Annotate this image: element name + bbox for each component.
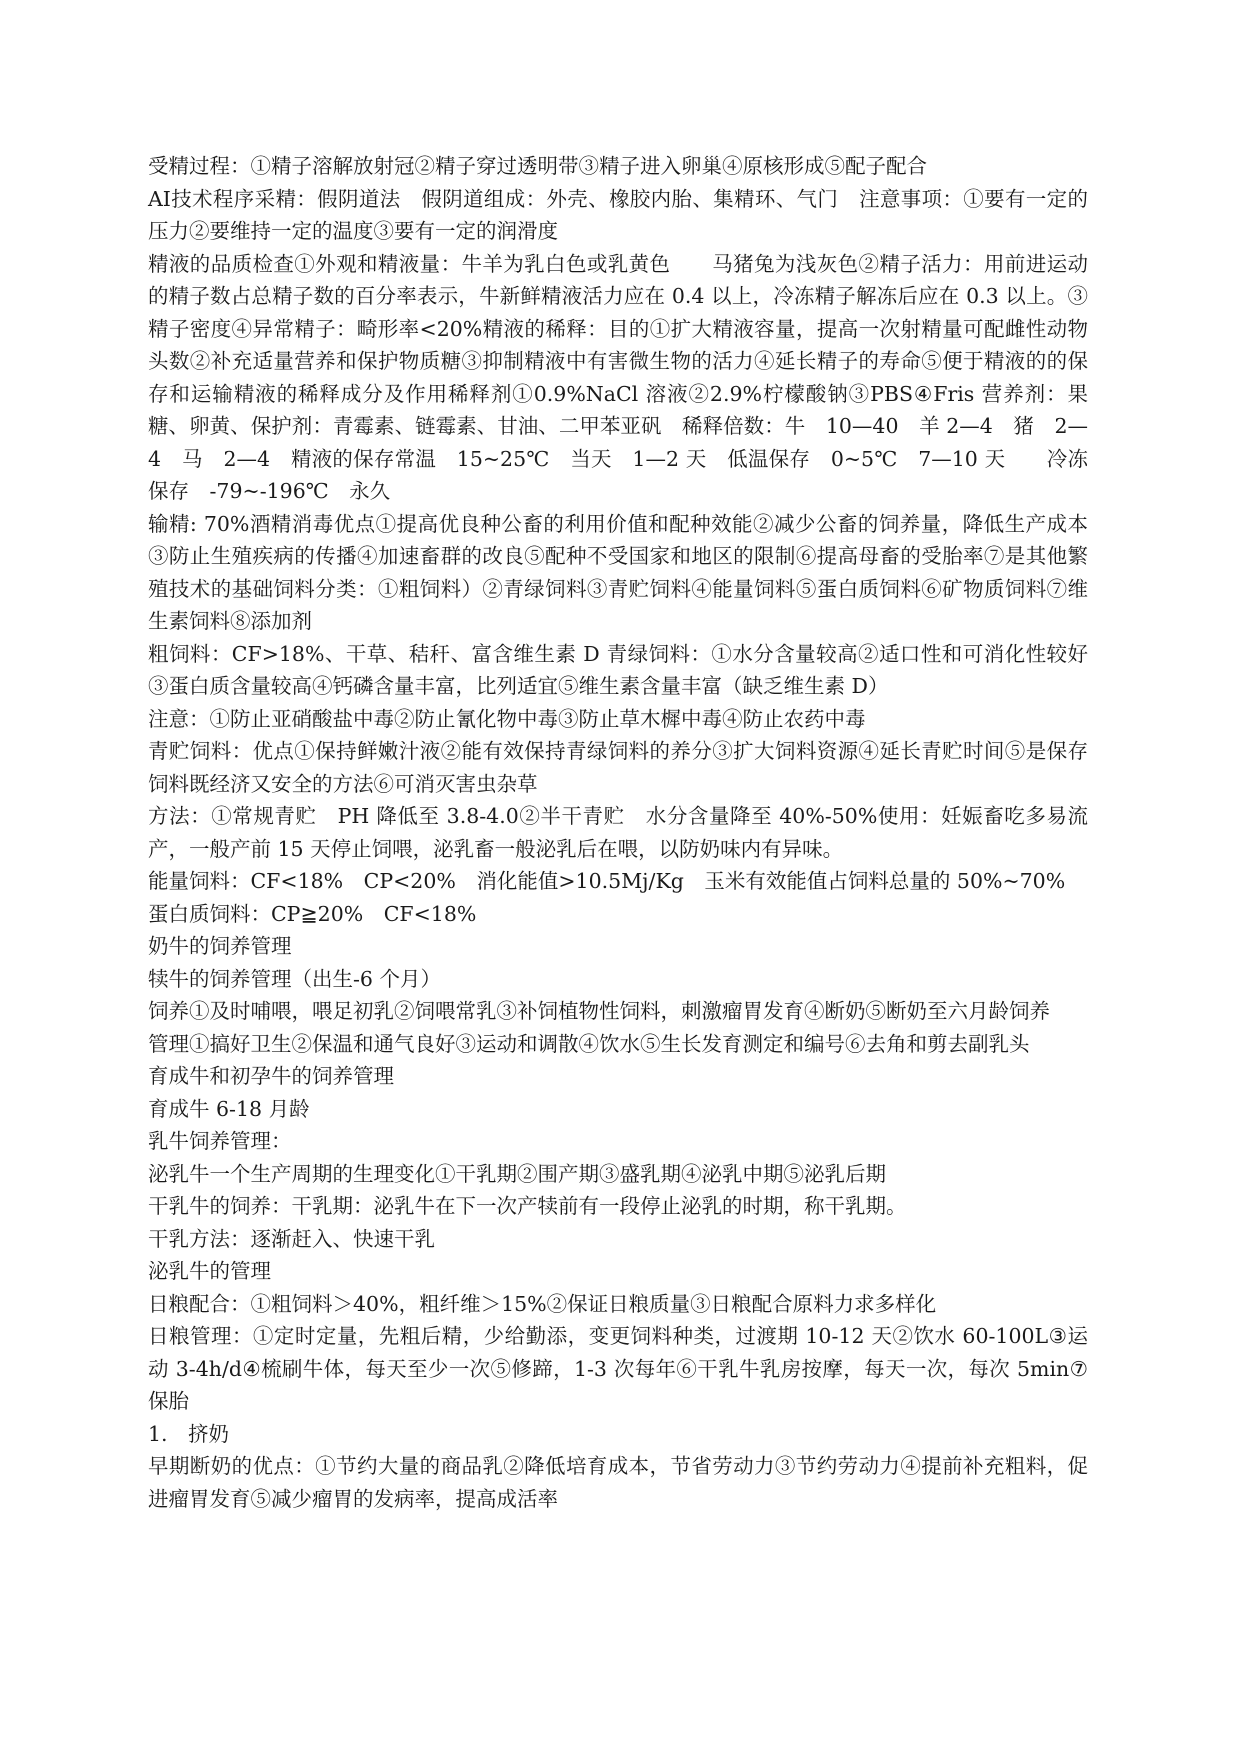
paragraph-ration-management: 日粮管理：①定时定量，先粗后精，少给勤添，变更饲料种类，过渡期 10-12 天②饮水 60-100L③运动 3-4h/d④梳刷牛体，每天至少一次⑤修蹄，1-3 次每年⑥干乳牛乳房按摩，每天一次，每次 5min⑦保胎 xyxy=(148,1324,1088,1413)
paragraph-dry-method: 干乳方法：逐渐赶入、快速干乳 xyxy=(148,1226,435,1251)
document-body xyxy=(148,150,1088,1515)
heading-lactating-cow: 泌乳牛的管理 xyxy=(148,1259,271,1283)
paragraph-caution: 注意：①防止亚硝酸盐中毒②防止氰化物中毒③防止草木樨中毒④防止农药中毒 xyxy=(148,706,866,731)
heading-calf: 犊牛的饲养管理（出生-6 个月） xyxy=(148,966,441,991)
paragraph-ai-semen-collection: AI技术程序采精：假阴道法 假阴道组成：外壳、橡胶内胎、集精环、气门 注意事项：①要有一定的压力②要维持一定的温度③要有一定的润滑度 xyxy=(148,186,1088,243)
paragraph-ration-formulation: 日粮配合：①粗饲料＞40%，粗纤维＞15%②保证日粮质量③日粮配合原料力求多样化 xyxy=(148,1291,937,1316)
paragraph-silage-method: 方法：①常规青贮 PH 降低至 3.8-4.0②半干青贮 水分含量降至 40%-50%使用：妊娠畜吃多易流产，一般产前 15 天停止饲喂，泌乳畜一般泌乳后在喂，以防奶味内有异味。 xyxy=(148,804,1088,861)
paragraph-semen-quality: 精液的品质检查①外观和精液量：牛羊为乳白色或乳黄色 马猪兔为浅灰色②精子活力：用前进运动的精子数占总精子数的百分率表示，牛新鲜精液活力应在 0.4 以上，冷冻精子解冻后应在 0.3 以上。③精子密度④异常精子：畸形率<20%精液的稀释：目的①扩大精液容量，提高一次射精量可配雌性动物头数②补充适量营养和保护物质糖③抑制精液中有害微生物的活力④延长精子的寿命⑤便于精液的的保存和运输精液的稀释成分及作用稀释剂①0.9%NaCl 溶液②2.9%柠檬酸钠③PBS④Fris 营养剂：果糖、卵黄、保护剂：青霉素、链霉素、甘油、二甲苯亚矾 稀释倍数：牛 10—40 羊 2—4 猪 2—4 马 2—4 精液的保存常温 15~25℃ 当天 1—2 天 低温保存 0~5℃ 7—10 天 冷冻保存 -79~-196℃ 永久 xyxy=(148,251,1088,503)
heading-heifer: 育成牛和初孕牛的饲养管理 xyxy=(148,1064,394,1088)
paragraph-fertilization: 受精过程：①精子溶解放射冠②精子穿过透明带③精子进入卵巢④原核形成⑤配子配合 xyxy=(148,154,927,178)
paragraph-silage: 青贮饲料：优点①保持鲜嫩汁液②能有效保持青绿饲料的养分③扩大饲料资源④延长青贮时间⑤是保存饲料既经济又安全的方法⑥可消灭害虫杂草 xyxy=(148,739,1088,796)
paragraph-protein-feed: 蛋白质饲料：CP≧20% CF<18% xyxy=(148,901,477,926)
paragraph-dry-cow: 干乳牛的饲养：干乳期：泌乳牛在下一次产犊前有一段停止泌乳的时期，称干乳期。 xyxy=(148,1194,907,1218)
paragraph-heifer-age: 育成牛 6-18 月龄 xyxy=(148,1096,310,1121)
paragraph-calf-management: 管理①搞好卫生②保温和通气良好③运动和调散④饮水⑤生长发育测定和编号⑥去角和剪去副乳头 xyxy=(148,1031,1030,1056)
paragraph-early-weaning: 早期断奶的优点：①节约大量的商品乳②降低培育成本，节省劳动力③节约劳动力④提前补充粗料，促进瘤胃发育⑤减少瘤胃的发病率，提高成活率 xyxy=(148,1454,1088,1511)
paragraph-energy-feed: 能量饲料：CF<18% CP<20% 消化能值>10.5Mj/Kg 玉米有效能值占饲料总量的 50%~70% xyxy=(148,869,1066,893)
paragraph-insemination: 输精: 70%酒精消毒优点①提高优良种公畜的利用价值和配种效能②减少公畜的饲养量，降低生产成本③防止生殖疾病的传播④加速畜群的改良⑤配种不受国家和地区的限制⑥提高母畜的受胎率⑦是其他繁殖技术的基础饲料分类：①粗饲料）②青绿饲料③青贮饲料④能量饲料⑤蛋白质饲料⑥矿物质饲料⑦维生素饲料⑧添加剂 xyxy=(148,511,1088,633)
paragraph-lactation-cycle: 泌乳牛一个生产周期的生理变化①干乳期②围产期③盛乳期④泌乳中期⑤泌乳后期 xyxy=(148,1161,886,1186)
heading-dairy-feeding: 乳牛饲养管理： xyxy=(148,1129,292,1153)
paragraph-roughage: 粗饲料：CF>18%、干草、秸秆、富含维生素 D 青绿饲料：①水分含量较高②适口性和可消化性较好③蛋白质含量较高④钙磷含量丰富，比列适宜⑤维生素含量丰富（缺乏维生素 D） xyxy=(148,641,1088,698)
paragraph-calf-feeding: 饲养①及时哺喂，喂足初乳②饲喂常乳③补饲植物性饲料，刺激瘤胃发育④断奶⑤断奶至六月龄饲养 xyxy=(148,999,1050,1023)
heading-milking: 1. 挤奶 xyxy=(148,1421,230,1446)
heading-dairy-cow: 奶牛的饲养管理 xyxy=(148,934,292,958)
